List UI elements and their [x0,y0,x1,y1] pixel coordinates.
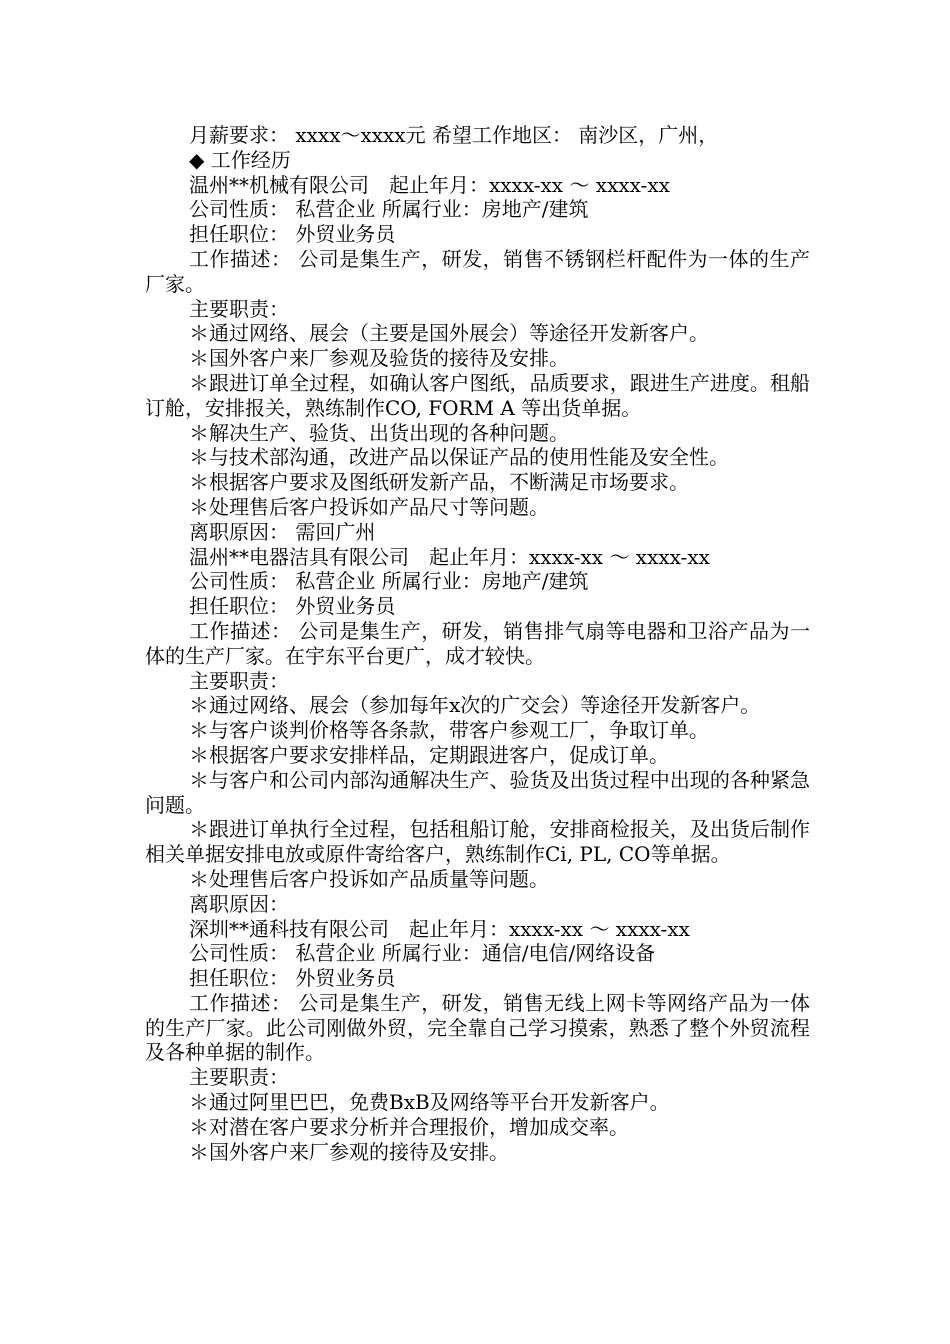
company-2-name-period: 温州**电器洁具有限公司 起止年月：xxxx-xx ～ xxxx-xx [189,544,710,569]
company-2-duty-item: ＊与客户和公司内部沟通解决生产、验货及出货过程中出现的各种紧急问题。 [145,767,810,817]
company-1-duty-item: ＊处理售后客户投诉如产品尺寸等问题。 [189,494,549,519]
company-1-duty-item: ＊通过网络、展会（主要是国外展会）等途径开发新客户。 [189,321,709,346]
company-1-nature-industry: 公司性质： 私营企业 所属行业：房地产/建筑 [189,197,589,222]
company-1-duty-item: ＊国外客户来厂参观及验货的接待及安排。 [189,346,569,371]
company-1-position: 担任职位： 外贸业务员 [189,222,396,247]
company-1-duty-item: ＊与技术部沟通，改进产品以保证产品的使用性能及安全性。 [189,445,729,470]
company-2-duty-item: ＊根据客户要求安排样品，定期跟进客户，促成订单。 [189,742,669,767]
salary-and-location-line: 月薪要求： xxxx～xxxx元 希望工作地区： 南沙区，广州， [189,123,719,147]
company-3-duty-item: ＊对潜在客户要求分析并合理报价，增加成交率。 [189,1114,629,1139]
company-3-name-period: 深圳**通科技有限公司 起止年月：xxxx-xx ～ xxxx-xx [189,916,690,941]
company-2-duty-item: ＊处理售后客户投诉如产品质量等问题。 [189,866,549,891]
company-1-duty-item: ＊解决生产、验货、出货出现的各种问题。 [189,420,569,445]
company-3-description: 工作描述： 公司是集生产，研发，销售无线上网卡等网络产品为一体的生产厂家。此公司刚做外贸，完全靠自己学习摸索，熟悉了整个外贸流程及各种单据的制作。 [145,990,810,1065]
company-3-position: 担任职位： 外贸业务员 [189,966,396,991]
company-2-duty-item: ＊跟进订单执行全过程，包括租船订舱，安排商检报关，及出货后制作相关单据安排电放或原件寄给客户，熟练制作Ci, PL, CO等单据。 [145,817,810,867]
company-2-leave-reason: 离职原因： [189,891,289,916]
company-2-duty-item: ＊与客户谈判价格等各条款，带客户参观工厂，争取订单。 [189,718,709,743]
company-1-name-period: 温州**机械有限公司 起止年月：xxxx-xx ～ xxxx-xx [189,172,670,197]
company-2-description: 工作描述： 公司是集生产，研发，销售排气扇等电器和卫浴产品为一体的生产厂家。在宇东平台更广，成才较快。 [145,618,810,668]
company-3-duty-item: ＊国外客户来厂参观的接待及安排。 [189,1139,509,1164]
company-1-leave-reason: 离职原因： 需回广州 [189,519,376,544]
company-2-nature-industry: 公司性质： 私营企业 所属行业：房地产/建筑 [189,569,589,594]
company-1-duty-item: ＊跟进订单全过程，如确认客户图纸，品质要求，跟进生产进度。租船订舱，安排报关，熟练制作CO, FORM A 等出货单据。 [145,370,810,420]
company-1-duty-item: ＊根据客户要求及图纸研发新产品，不断满足市场要求。 [189,470,689,495]
company-3-duty-item: ＊通过阿里巴巴，免费BxB及网络等平台开发新客户。 [189,1090,670,1115]
company-2-duties-heading: 主要职责： [189,668,289,693]
company-2-duty-item: ＊通过网络、展会（参加每年x次的广交会）等途径开发新客户。 [189,693,761,718]
company-1-description: 工作描述： 公司是集生产，研发，销售不锈钢栏杆配件为一体的生产厂家。 [145,246,810,296]
company-3-duties-heading: 主要职责： [189,1065,289,1090]
section-heading-work-experience: ◆ 工作经历 [189,147,291,172]
company-3-nature-industry: 公司性质： 私营企业 所属行业：通信/电信/网络设备 [189,941,656,966]
company-1-duties-heading: 主要职责： [189,296,289,321]
company-2-position: 担任职位： 外贸业务员 [189,594,396,619]
resume-work-experience [145,123,810,1164]
